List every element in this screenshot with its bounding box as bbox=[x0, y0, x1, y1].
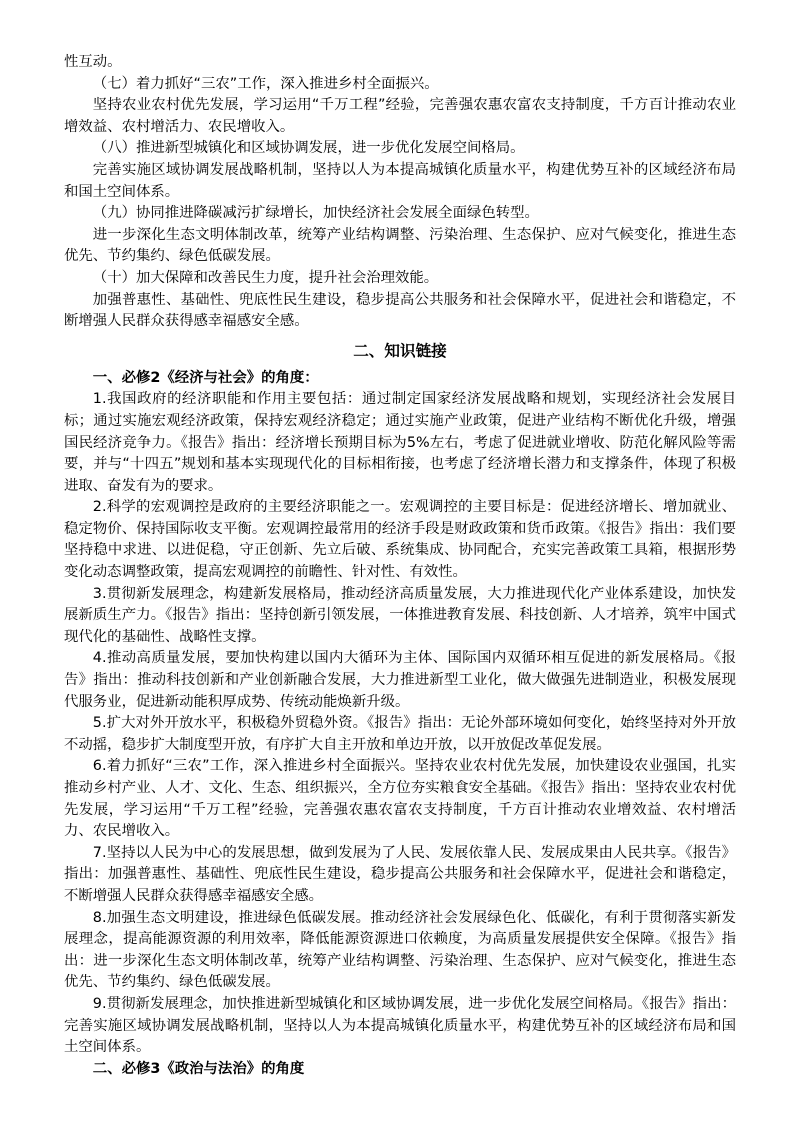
sub-heading-economy: 一、必修2《经济与社会》的角度： bbox=[92, 369, 319, 386]
subheading-ten: （十）加大保障和改善民生力度，提升社会治理效能。 bbox=[92, 269, 439, 286]
point-paragraph: 2.科学的宏观调控是政府的主要经济职能之一。宏观调控的主要目标是：促进经济增长、增加就业、稳定物价、保持国际收支平衡。宏观调控最常用的经济手段是财政政策和货币政策。《报告》指出：我们要坚持稳中求进、以进促稳，守正创新、先立后破、系统集成、协同配合，充实完善政策工具箱，根据形势变化动态调整政策，提高宏观调控的前瞻性、针对性、有效性。 bbox=[64, 499, 736, 581]
paragraph-eight-body: 完善实施区域协调发展战略机制，坚持以人为本提高城镇化质量水平，构建优势互补的区域经济布局和国土空间体系。 bbox=[64, 161, 736, 200]
point-paragraph: 7.坚持以人民为中心的发展思想，做到发展为了人民、发展依靠人民、发展成果由人民共享。《报告》指出：加强普惠性、基础性、兜底性民生建设，稳步提高公共服务和社会保障水平，促进社会和谐稳定，不断增强人民群众获得感幸福感安全感。 bbox=[64, 844, 736, 904]
point-paragraph: 5.扩大对外开放水平，积极稳外贸稳外资。《报告》指出：无论外部环境如何变化，始终坚持对外开放不动摇，稳步扩大制度型开放，有序扩大自主开放和单边开放，以开放促改革促发展。 bbox=[64, 715, 736, 753]
point-paragraph: 1.我国政府的经济职能和作用主要包括：通过制定国家经济发展战略和规划，实现经济社会发展目标；通过实施宏观经济政策，保持宏观经济稳定；通过实施产业政策，促进产业结构不断优化升级，增强国民经济竞争力。《报告》指出：经济增长预期目标为5%左右，考虑了促进就业增收、防范化解风险等需要，并与“十四五”规划和基本实现现代化的目标相衔接，也考虑了经济增长潜力和支撑条件，体现了积极进取、奋发有为的要求。 bbox=[64, 391, 736, 494]
section-heading: 二、知识链接 bbox=[353, 341, 447, 360]
paragraph-seven-body: 坚持农业农村优先发展，学习运用“千万工程”经验，完善强农惠农富农支持制度，千方百计推动农业增效益、农村增活力、农民增收入。 bbox=[64, 97, 736, 135]
paragraph-continuation: 性互动。 bbox=[64, 54, 122, 70]
point-paragraph: 6.着力抓好“三农”工作，深入推进乡村全面振兴。坚持农业农村优先发展，加快建设农业强国，扎实推动乡村产业、人才、文化、生态、组织振兴，全方位夯实粮食安全基础。《报告》指出：坚持农业农村优先发展，学习运用“千万工程”经验，完善强农惠农富农支持制度，千方百计推动农业增效益、农村增活力、农民增收入。 bbox=[64, 758, 736, 840]
point-paragraph: 4.推动高质量发展，要加快构建以国内大循环为主体、国际国内双循环相互促进的新发展格局。《报告》指出：推动科技创新和产业创新融合发展，大力推进新型工业化，做大做强先进制造业，积极发展现代服务业，促进新动能积厚成势、传统动能焕新升级。 bbox=[64, 650, 736, 710]
paragraph-nine-body: 进一步深化生态文明体制改革，统筹产业结构调整、污染治理、生态保护、应对气候变化，推进生态优先、节约集约、绿色低碳发展。 bbox=[64, 226, 736, 265]
point-paragraph: 3.贯彻新发展理念，构建新发展格局，推动经济高质量发展，大力推进现代化产业体系建设，加快发展新质生产力。《报告》指出：坚持创新引领发展，一体推进教育发展、科技创新、人才培养，筑牢中国式现代化的基础性、战略性支撑。 bbox=[64, 585, 736, 645]
paragraph-ten-body: 加强普惠性、基础性、兜底性民生建设，稳步提高公共服务和社会保障水平，促进社会和谐稳定，不断增强人民群众获得感幸福感安全感。 bbox=[64, 291, 736, 330]
point-paragraph: 8.加强生态文明建设，推进绿色低碳发展。推动经济社会发展绿色化、低碳化，有利于贯彻落实新发展理念，提高能源资源的利用效率，降低能源资源进口依赖度，为高质量发展提供安全保障。《报告》指出：进一步深化生态文明体制改革，统筹产业结构调整、污染治理、生态保护、应对气候变化，推进生态优先、节约集约、绿色低碳发展。 bbox=[64, 909, 736, 991]
subheading-nine: （九）协同推进降碳减污扩绿增长，加快经济社会发展全面绿色转型。 bbox=[92, 205, 539, 222]
sub-heading-politics: 二、必修3《政治与法治》的角度 bbox=[92, 1060, 305, 1077]
document-page bbox=[64, 52, 736, 1080]
subheading-seven: （七）着力抓好“三农”工作，深入推进乡村全面振兴。 bbox=[92, 75, 439, 92]
subheading-eight: （八）推进新型城镇化和区域协调发展，进一步优化发展空间格局。 bbox=[92, 140, 525, 157]
point-paragraph: 9.贯彻新发展理念，加快推进新型城镇化和区域协调发展，进一步优化发展空间格局。《报告》指出：完善实施区域协调发展战略机制，坚持以人为本提高城镇化质量水平，构建优势互补的区域经济布局和国土空间体系。 bbox=[64, 995, 736, 1056]
